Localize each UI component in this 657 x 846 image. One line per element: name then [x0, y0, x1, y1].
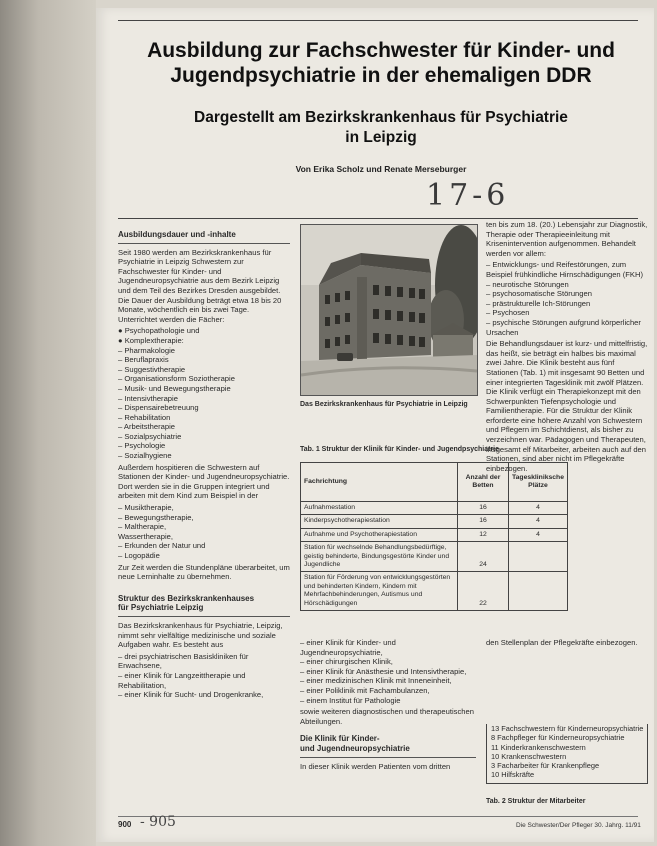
- paragraph: ten bis zum 18. (20.) Lebensjahr zur Diagnostik, Therapie oder Therapieeinleitung mit Krisenintervention aufgenommen. Behandelt werden vor allem:: [486, 220, 648, 258]
- table-1: [300, 462, 568, 611]
- heading-line: und Jugendneuropsychiatrie: [300, 743, 410, 753]
- table-row: [301, 515, 568, 528]
- list-item: – Psychologie: [118, 441, 166, 451]
- list-item: – einer Poliklinik mit Fachambulanzen,: [300, 685, 430, 695]
- subtitle-line-1: Dargestellt am Bezirkskrankenhaus für Psychiatrie: [194, 109, 568, 126]
- table-2: [486, 724, 648, 784]
- list-item: ● Komplextherapie:: [118, 335, 184, 345]
- list-item: – Dispensairebetreuung: [118, 403, 199, 413]
- hospital-photo: [300, 224, 478, 396]
- heading-line: für Psychiatrie Leipzig: [118, 603, 204, 613]
- list-item: – Musiktherapie,: [118, 503, 174, 513]
- footer-rule: [118, 816, 638, 817]
- list-item: – Psychosen: [486, 308, 530, 318]
- section-rule: [118, 243, 290, 244]
- paragraph: Seit 1980 werden am Bezirkskrankenhaus für Psychiatrie in Leipzig Schwestern zur Fachschwester für Kinder- und Jugendneuropsychiatrie aus dem Bezirk Leipzig und dem Teil des Bezirkes Dresden ausgebildet. Die Dauer der Ausbildung beträgt etwa 18 bis 20 Monate, wöchentlich ein bis zwei Tage. Unterrichtet werden die Fächer:: [118, 247, 282, 324]
- authors-byline: Von Erika Scholz und Renate Merseburger: [295, 164, 467, 174]
- list-item: – einer Klinik für Sucht- und Drogenkranke,: [118, 690, 264, 700]
- table-cell: 16: [457, 502, 508, 515]
- section-rule: [118, 616, 290, 617]
- table-cell: Station für wechselnde Behandlungsbedürftige, geistig behinderte, Bindungsgestörte Kinder und Jugendliche: [301, 542, 458, 572]
- list-item: – Logopädie: [118, 551, 160, 560]
- list-item: – einer Klinik für Langzeittherapie und Rehabilitation,: [118, 670, 246, 690]
- hospital-building-image: [301, 225, 477, 395]
- list-item: – Musik- und Bewegungstherapie: [118, 383, 231, 393]
- table-row: 13 Fachschwestern für Kinderneuropsychiatrie: [491, 724, 644, 733]
- column-3-bottom: [486, 638, 648, 650]
- table-cell: 24: [457, 542, 508, 572]
- subjects-list: [118, 326, 290, 460]
- table-cell: [508, 542, 567, 572]
- table-header-cell: Tageskliniksche Plätze: [508, 463, 567, 502]
- list-item: – einem Institut für Pathologie: [300, 695, 401, 705]
- list-item: – prästrukturelle Ich-Störungen: [486, 298, 591, 308]
- paragraph: Die Behandlungsdauer ist kurz- und mittelfristig, das heißt, sie beträgt ein halbes bis maximal zwei Jahre. Die Klinik besteht aus fünf Stationen (Tab. 1) mit insgesamt 90 Betten und einer integrierten Tagesklinik mit zwölf Plätzen. Die Klinik verfügt ein Therapiekonzept mit den Schwerpunkten Tiefenpsychologie und Familientherapie. Für die Struktur der Klinik erforderte eine höhere Anzahl von Schwestern und Pflegern im Schichtdienst, als bisher zu verzeichnen war. Pädagogen und Therapeuten, insgesamt elf Mitarbeiter, arbeiten auch auf den Stationen, sind aber nicht im Pflegekräfte einbezogen.: [486, 339, 648, 473]
- header-rule: [118, 218, 638, 219]
- table-row: 10 Krankenschwestern: [491, 751, 567, 761]
- list-item: – psychosomatische Störungen: [486, 289, 592, 299]
- list-item: – neurotische Störungen: [486, 279, 569, 289]
- journal-reference: Die Schwester/Der Pfleger 30. Jahrg. 11/91: [516, 822, 641, 829]
- table-row: [301, 542, 568, 572]
- list-item: – Organisationsform Soziotherapie: [118, 374, 235, 384]
- article-subtitle: [114, 108, 648, 148]
- title-line-1: Ausbildung zur Fachschwester für Kinder- und: [147, 39, 615, 62]
- table-header-cell: Fachrichtung: [301, 463, 458, 502]
- list-item: – Intensivtherapie: [118, 393, 178, 403]
- list-item: – einer chirurgischen Klinik,: [300, 657, 393, 667]
- section-rule: [300, 757, 476, 758]
- table-cell: Aufnahme und Psychotherapiestation: [301, 528, 458, 541]
- table-1-title: Tab. 1 Struktur der Klinik für Kinder- und Jugendpsychiatrie: [300, 446, 500, 453]
- title-line-2: Jugendpsychiatrie in der ehemaligen DDR: [170, 64, 592, 87]
- list-item: – einer medizinischen Klinik mit Inneneinheit,: [300, 676, 452, 686]
- handwritten-note: 17-6: [426, 178, 510, 213]
- heading-line: Die Klinik für Kinder-: [300, 734, 380, 744]
- list-item: – einer Klinik für Kinder- und Jugendneuropsychiatrie,: [300, 638, 396, 657]
- page-number: 900: [118, 820, 132, 829]
- table-cell: 4: [508, 515, 567, 528]
- table-cell: Station für Förderung von entwicklungsgestörten und behinderten Kindern, Kindern mit Mehrfachbehinderungen, Autismus und Hörschädigungen: [301, 572, 458, 611]
- clinic-list: [300, 638, 476, 705]
- table-row: 8 Fachpfleger für Kinderneuropsychiatrie: [491, 733, 625, 743]
- document-page: [96, 8, 654, 842]
- section-heading: Ausbildungsdauer und -inhalte: [118, 230, 236, 239]
- table-cell: 4: [508, 502, 567, 515]
- table-2-title: Tab. 2 Struktur der Mitarbeiter: [486, 798, 586, 805]
- table-header-cell: Anzahl der Betten: [457, 463, 508, 502]
- activities-list: [118, 503, 290, 561]
- table-row: [301, 528, 568, 541]
- column-2-bottom: [300, 638, 476, 773]
- top-rule: [118, 20, 638, 21]
- table-row: 10 Hilfskräfte: [491, 770, 535, 780]
- table-cell: Kinderpsychotherapiestation: [301, 515, 458, 528]
- list-item: – psychische Störungen aufgrund körperlicher Ursachen: [486, 317, 641, 337]
- list-item: – Rehabilitation: [118, 412, 171, 422]
- paragraph: Außerdem hospitieren die Schwestern auf Stationen der Kinder- und Jugendneuropsychiatrie. Dort werden sie in die Gruppen integriert und arbeiten mit dem Kind zum Beispiel in der: [118, 462, 290, 501]
- list-item: – Sozialhygiene: [118, 451, 172, 461]
- list-item: – Beruflapraxis: [118, 355, 169, 365]
- list-item: – Arbeitstherapie: [118, 422, 175, 432]
- table-row: 11 Kinderkrankenschwestern: [491, 742, 586, 752]
- list-item: – drei psychiatrischen Basiskliniken für Erwachsene,: [118, 651, 249, 671]
- section-heading: [118, 594, 290, 613]
- table-cell: 22: [457, 572, 508, 611]
- list-item: – Entwicklungs- und Reifestörungen, zum Beispiel frühkindliche Hirnschädigungen (FKH): [486, 260, 644, 279]
- list-item: Wassertherapie,: [118, 531, 174, 541]
- structure-list: [118, 652, 290, 700]
- list-item: – Maltherapie,: [118, 522, 167, 532]
- table-row: [301, 502, 568, 515]
- list-item: – einer Klinik für Anästhesie und Intensivtherapie,: [300, 666, 467, 676]
- paragraph: den Stellenplan der Pflegekräfte einbezogen.: [486, 638, 638, 647]
- paragraph: In dieser Klinik werden Patienten vom dritten: [300, 761, 451, 771]
- table-cell: [508, 572, 567, 611]
- paragraph: sowie weiteren diagnostischen und therapeutischen Abteilungen.: [300, 707, 474, 726]
- table-row: 3 Facharbeiter für Krankenpflege: [491, 761, 600, 771]
- table-row: [301, 572, 568, 611]
- column-1: [118, 230, 290, 702]
- list-item: ● Psychopathologie und: [118, 326, 200, 336]
- list-item: – Sozialpsychiatrie: [118, 431, 182, 441]
- paragraph: Zur Zeit werden die Stundenpläne überarbeitet, um neue Lerninhalte zu übernehmen.: [118, 562, 290, 582]
- heading-line: Struktur des Bezirkskrankenhauses: [118, 593, 255, 603]
- paragraph: Das Bezirkskrankenhaus für Psychiatrie, Leipzig, nimmt sehr vielfältige medizinische und soziale Aufgaben wahr. Es besteht aus: [118, 620, 283, 650]
- list-item: – Pharmakologie: [118, 345, 175, 355]
- disorders-list: [486, 260, 648, 337]
- section-heading: [300, 734, 476, 753]
- table-cell: 16: [457, 515, 508, 528]
- table-cell: 4: [508, 528, 567, 541]
- photo-caption: Das Bezirkskrankenhaus für Psychiatrie in Leipzig: [300, 401, 468, 408]
- table-cell: 12: [457, 528, 508, 541]
- table-cell: Aufnahmestation: [301, 502, 458, 515]
- list-item: – Erkunden der Natur und: [118, 541, 206, 551]
- article-title: [114, 38, 648, 88]
- list-item: – Bewegungstherapie,: [118, 512, 194, 522]
- subtitle-line-2: in Leipzig: [345, 129, 417, 146]
- scan-edge-shadow: [0, 0, 96, 846]
- handwritten-page-number: - 905: [140, 814, 176, 830]
- column-3: [486, 220, 648, 475]
- list-item: – Suggestivtherapie: [118, 364, 186, 374]
